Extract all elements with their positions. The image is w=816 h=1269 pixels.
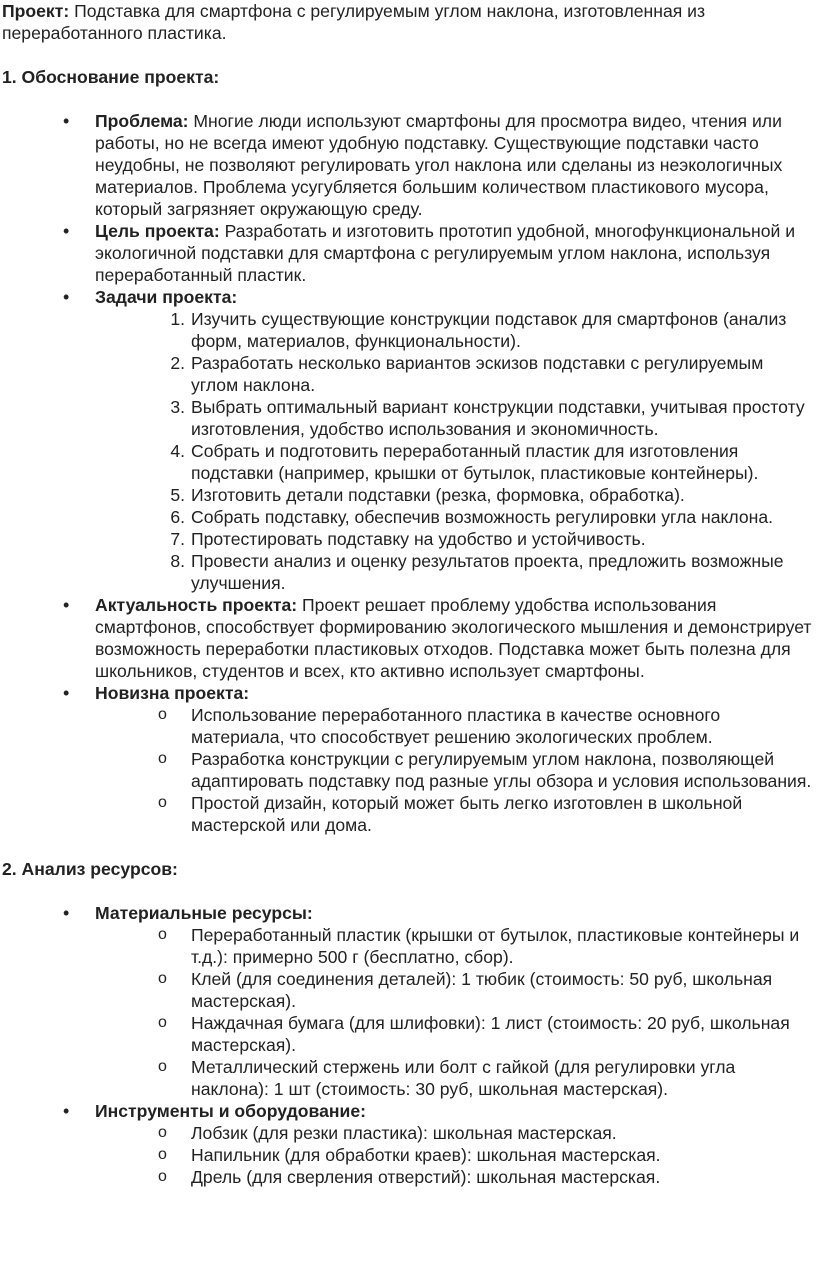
task-item xyxy=(170,506,814,528)
list-item-tools xyxy=(95,1100,814,1188)
task-text: Изучить существующие конструкции подставок для смартфонов (анализ форм, материалов, функциональности). xyxy=(191,309,787,351)
goal-label: Цель проекта: xyxy=(95,221,220,241)
list-item-problem xyxy=(95,110,814,220)
tool-item: o Напильник (для обработки краев): школьная мастерская. xyxy=(191,1144,814,1166)
project-label: Проект: xyxy=(2,1,70,21)
list-item-relevance xyxy=(95,594,814,682)
list-item-tasks xyxy=(95,286,814,594)
tool-item: o Дрель (для сверления отверстий): школьная мастерская. xyxy=(191,1166,814,1188)
list-item-goal xyxy=(95,220,814,286)
task-number: 6. xyxy=(170,507,185,527)
task-text: Протестировать подставку на удобство и устойчивость. xyxy=(191,529,646,549)
task-number: 8. xyxy=(170,551,185,571)
task-text: Собрать подставку, обеспечив возможность регулировки угла наклона. xyxy=(191,507,774,527)
task-number: 1. xyxy=(170,309,185,329)
tools-label: Инструменты и оборудование: xyxy=(95,1101,366,1121)
relevance-label: Актуальность проекта: xyxy=(95,595,298,615)
relevance-text: Проект решает проблему удобства использования смартфонов, способствует формированию экологического мышления и демонстрирует возможность переработки пластиковых отходов. Подставка может быть полезна для школьников, студентов и всех, кто активно использует смартфоны. xyxy=(95,595,812,681)
material-item: o Клей (для соединения деталей): 1 тюбик (стоимость: 50 руб, школьная мастерская). xyxy=(191,968,814,1012)
novelty-list xyxy=(95,704,814,836)
materials-list xyxy=(95,924,814,1100)
novelty-label: Новизна проекта: xyxy=(95,683,250,703)
goal-text: Разработать и изготовить прототип удобной, многофункциональной и экологичной подставки для смартфона с регулируемым углом наклона, используя переработанный пластик. xyxy=(95,221,796,285)
tasks-label: Задачи проекта: xyxy=(95,287,238,307)
list-item-novelty xyxy=(95,682,814,836)
section-heading-justification: 1. Обоснование проекта: xyxy=(2,67,220,87)
task-number: 4. xyxy=(170,441,185,461)
task-item xyxy=(170,484,814,506)
problem-text: Многие люди используют смартфоны для просмотра видео, чтения или работы, но не всегда имеют удобную подставку. Существующие подставки часто неудобны, не позволяют регулировать угол наклона или сделаны из неэкологичных материалов. Проблема усугубляется большим количеством пластикового мусора, который загрязняет окружающую среду. xyxy=(95,111,783,219)
task-text: Изготовить детали подставки (резка, формовка, обработка). xyxy=(191,485,685,505)
task-text: Разработать несколько вариантов эскизов подставки с регулируемым углом наклона. xyxy=(191,353,764,395)
material-item: o Металлический стержень или болт с гайкой (для регулировки угла наклона): 1 шт (стоимость: 30 руб, школьная мастерская). xyxy=(191,1056,814,1100)
materials-label: Материальные ресурсы: xyxy=(95,903,313,923)
novelty-item: o Использование переработанного пластика в качестве основного материала, что способствует решению экологических проблем. xyxy=(191,704,814,748)
novelty-item: o Простой дизайн, который может быть легко изготовлен в школьной мастерской или дома. xyxy=(191,792,814,836)
resources-list xyxy=(2,902,814,1188)
justification-list xyxy=(2,110,814,836)
novelty-item: o Разработка конструкции с регулируемым углом наклона, позволяющей адаптировать подставку под разные углы обзора и условия использования. xyxy=(191,748,814,792)
project-intro xyxy=(2,0,814,44)
tools-list xyxy=(95,1122,814,1188)
task-item xyxy=(170,352,814,396)
task-item xyxy=(170,396,814,440)
material-item: o Наждачная бумага (для шлифовки): 1 лист (стоимость: 20 руб, школьная мастерская). xyxy=(191,1012,814,1056)
task-item xyxy=(170,528,814,550)
tool-item: o Лобзик (для резки пластика): школьная мастерская. xyxy=(191,1122,814,1144)
task-number: 2. xyxy=(170,353,185,373)
problem-label: Проблема: xyxy=(95,111,189,131)
tasks-list xyxy=(95,308,814,594)
list-item-materials xyxy=(95,902,814,1100)
task-number: 7. xyxy=(170,529,185,549)
material-item: o Переработанный пластик (крышки от бутылок, пластиковые контейнеры и т.д.): примерно 500 г (бесплатно, сбор). xyxy=(191,924,814,968)
task-item xyxy=(170,440,814,484)
task-item xyxy=(170,550,814,594)
project-title: Подставка для смартфона с регулируемым углом наклона, изготовленная из переработанного пластика. xyxy=(2,1,706,43)
task-text: Провести анализ и оценку результатов проекта, предложить возможные улучшения. xyxy=(191,551,784,593)
task-number: 3. xyxy=(170,397,185,417)
task-number: 5. xyxy=(170,485,185,505)
section-heading-resources: 2. Анализ ресурсов: xyxy=(2,859,178,879)
task-item xyxy=(170,308,814,352)
task-text: Собрать и подготовить переработанный пластик для изготовления подставки (например, крышки от бутылок, пластиковые контейнеры). xyxy=(191,441,759,483)
task-text: Выбрать оптимальный вариант конструкции подставки, учитывая простоту изготовления, удобство использования и экономичность. xyxy=(191,397,805,439)
